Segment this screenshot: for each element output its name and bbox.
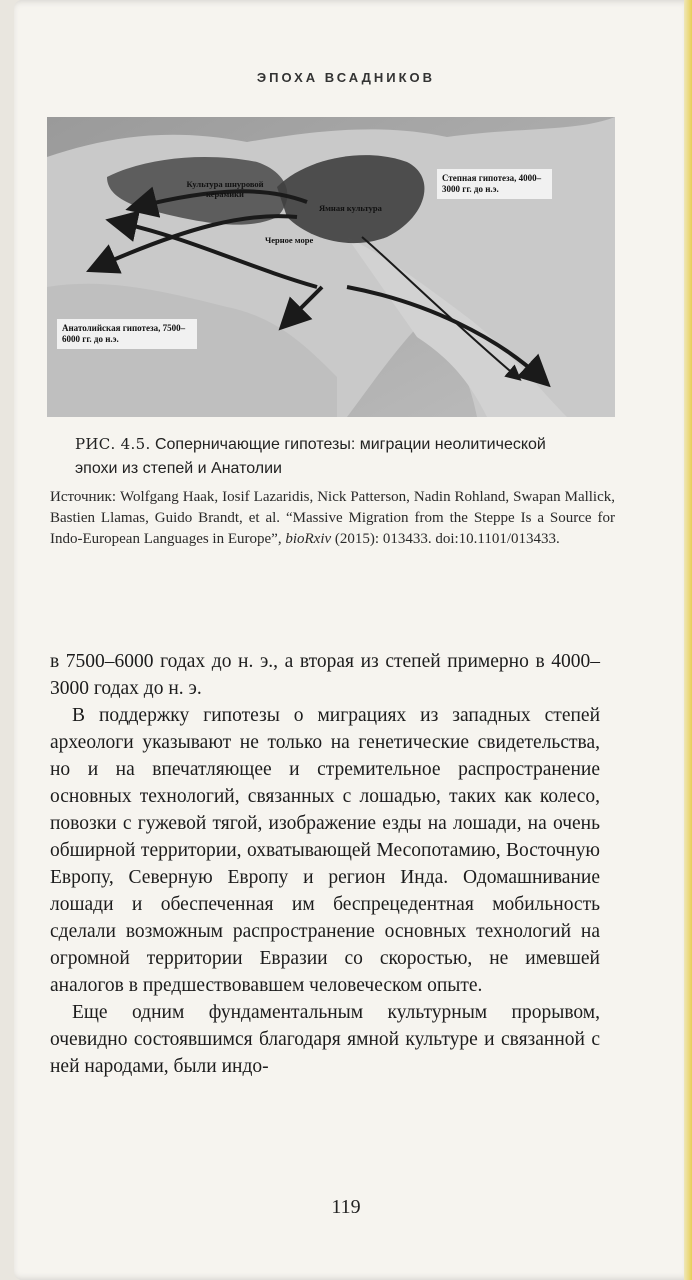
source-title: “Massive Migration from the Steppe Is a Source for Indo-European Languages in Europe”, <box>50 510 616 547</box>
source-journal: bioRxiv <box>285 531 332 547</box>
source-label: Источник: <box>50 489 117 505</box>
caption-lead: РИС. 4.5. <box>75 435 151 453</box>
figure-caption <box>75 432 585 481</box>
body-text <box>50 648 600 1080</box>
figure-source <box>50 487 615 550</box>
anatolian-hypothesis-box: Анатолийская гипотеза, 7500–6000 гг. до н.э. <box>57 319 197 349</box>
map-label-corded-ware: Культура шнуровой керамики <box>186 179 264 199</box>
page-edge <box>684 0 692 1280</box>
map-label-yamnaya: Ямная культура <box>319 203 382 213</box>
steppe-hypothesis-box: Степная гипотеза, 4000–3000 гг. до н.э. <box>437 169 552 199</box>
paragraph-3: Еще одним фундаментальным культурным прорывом, очевидно состоявшимся благодаря ямной культуре и связанной с ней народами, были индо- <box>50 1002 600 1077</box>
running-head: ЭПОХА ВСАДНИКОВ <box>256 70 436 85</box>
source-authors: Wolfgang Haak, Iosif Lazaridis, Nick Patterson, Nadin Rohland, Swapan Mallick, Bastien Llamas, Guido Brandt, et al. <box>50 489 616 526</box>
map-graphic <box>47 117 615 417</box>
paragraph-2: В поддержку гипотезы о миграциях из западных степей археологи указывают не только на генетические свидетельства, но и на впечатляющее и стремительное распространение основных технологий, связанных с лошадью, таких как колесо, повозки с гужевой тягой, изображение езды на лошади, на очень обширной территории, охватывающей Месопотамию, Восточную Европу, Северную Европу и регион Инда. Одомашнивание лошади и обеспеченная им беспрецедентная мобильность сделали возможным распространение основных технологий на огромной территории Евразии со скоростью, не имевшей аналогов в предшествовавшем человеческом опыте. <box>50 705 600 996</box>
page-number: 119 <box>331 1196 361 1218</box>
paragraph-1: в 7500–6000 годах до н. э., а вторая из степей примерно в 4000–3000 годах до н. э. <box>50 651 600 699</box>
map-label-black-sea: Черное море <box>265 235 314 245</box>
migration-map <box>47 117 615 417</box>
source-rest: (2015): 013433. doi:10.1101/013433. <box>334 531 560 547</box>
caption-text: Соперничающие гипотезы: миграции неолитической эпохи из степей и Анатолии <box>75 436 546 477</box>
